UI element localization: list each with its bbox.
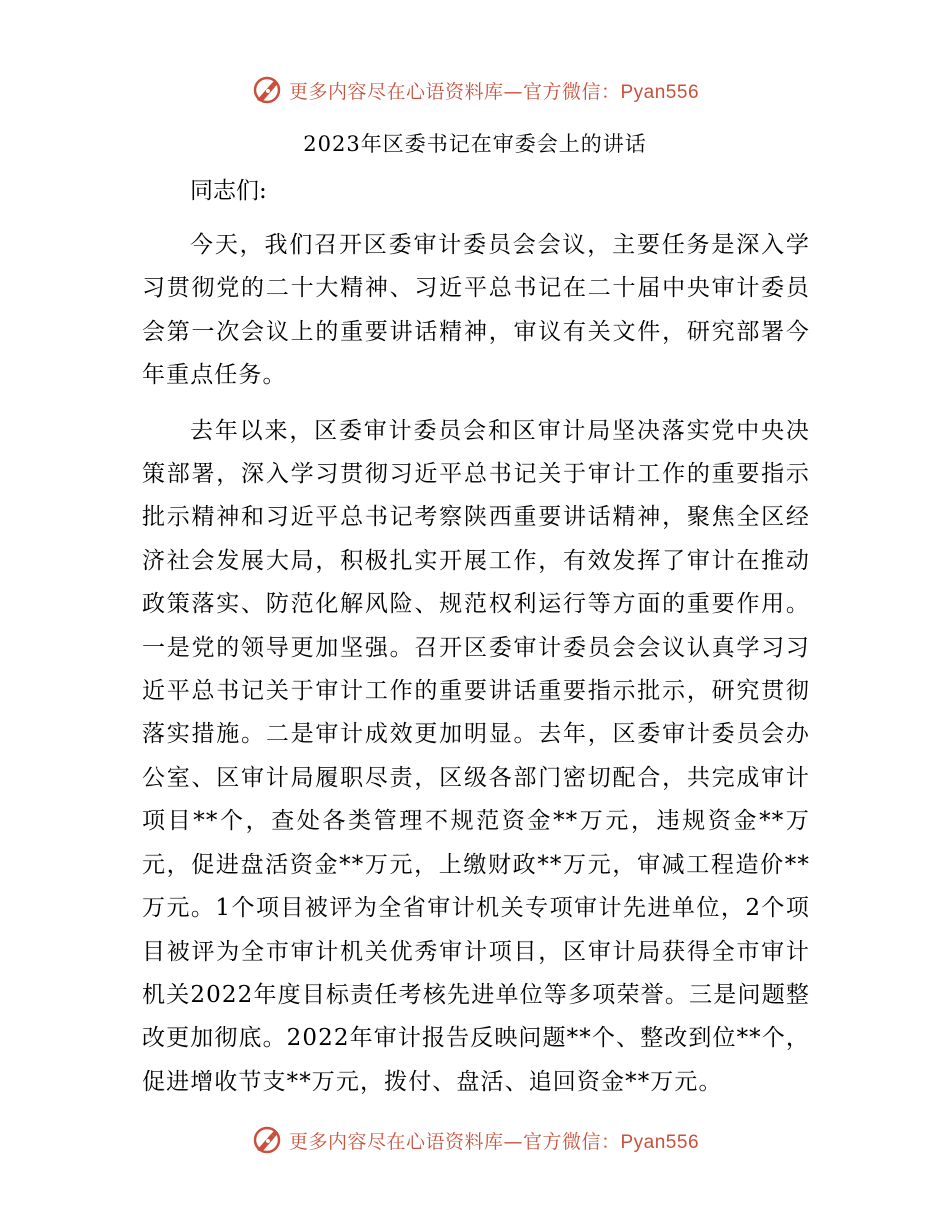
watermark-wechat-id: Pyan556 xyxy=(620,1131,700,1153)
watermark-text: 更多内容尽在心语资料库—官方微信：Pyan556 xyxy=(288,1130,700,1153)
pen-logo-icon xyxy=(251,1124,283,1156)
watermark-text: 更多内容尽在心语资料库—官方微信：Pyan556 xyxy=(288,80,700,103)
header-watermark xyxy=(0,70,950,110)
pen-logo-icon xyxy=(251,74,283,106)
footer-watermark xyxy=(0,1120,950,1160)
watermark-group xyxy=(251,1124,699,1156)
document-body xyxy=(142,170,810,1104)
watermark-wechat-id: Pyan556 xyxy=(620,81,700,103)
paragraph-review: 去年以来，区委审计委员会和区审计局坚决落实党中央决策部署，深入学习贯彻习近平总书记关于审计工作的重要指示批示精神和习近平总书记考察陕西重要讲话精神，聚焦全区经济社会发展大局，积极扎实开展工作，有效发挥了审计在推动政策落实、防范化解风险、规范权利运行等方面的重要作用。一是党的领导更加坚强。召开区委审计委员会会议认真学习习近平总书记关于审计工作的重要讲话重要指示批示，研究贯彻落实措施。二是审计成效更加明显。去年，区委审计委员会办公室、区审计局履职尽责，区级各部门密切配合，共完成审计项目**个，查处各类管理不规范资金**万元，违规资金**万元，促进盘活资金**万元，上缴财政**万元，审减工程造价**万元。1个项目被评为全省审计机关专项审计先进单位，2个项目被评为全市审计机关优秀审计项目，区审计局获得全市审计机关2022年度目标责任考核先进单位等多项荣誉。三是问题整改更加彻底。2022年审计报告反映问题**个、整改到位**个，促进增收节支**万元，拨付、盘活、追回资金**万元。 xyxy=(142,417,810,1095)
salutation: 同志们: xyxy=(190,178,267,204)
paragraph-intro: 今天，我们召开区委审计委员会会议，主要任务是深入学习贯彻党的二十大精神、习近平总书记在二十届中央审计委员会第一次会议上的重要讲话精神，审议有关文件，研究部署今年重点任务。 xyxy=(142,232,810,389)
watermark-group xyxy=(251,74,699,106)
document-title: 2023年区委书记在审委会上的讲话 xyxy=(303,132,647,156)
